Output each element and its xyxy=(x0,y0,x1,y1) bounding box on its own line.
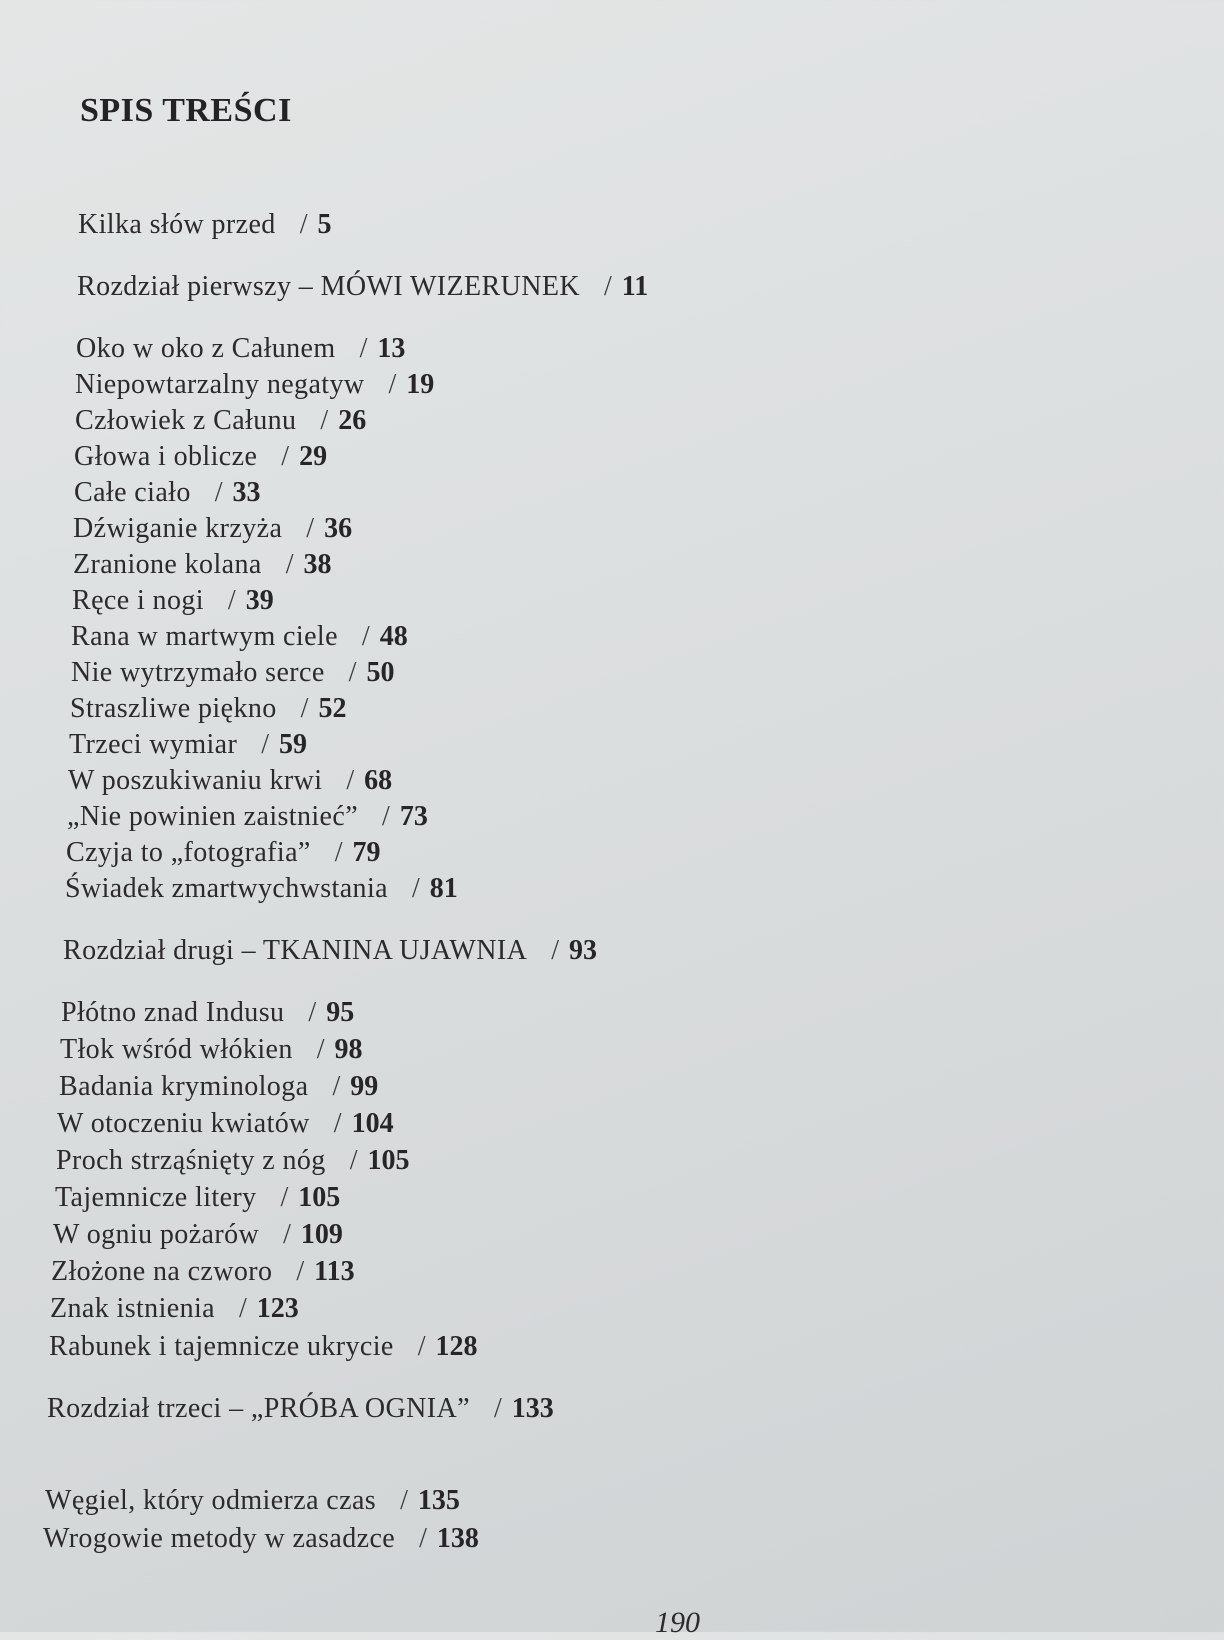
toc-separator: / xyxy=(333,1108,342,1139)
toc-entry-title: W ogniu pożarów xyxy=(53,1219,260,1250)
toc-entry-title: Dźwiganie krzyża xyxy=(73,513,283,544)
toc-separator: / xyxy=(382,801,390,832)
toc-page-number: 81 xyxy=(429,873,458,904)
toc-entry-title: Rabunek i tajemnicze ukrycie xyxy=(49,1331,394,1362)
toc-separator: / xyxy=(332,1071,341,1102)
toc-entry xyxy=(59,1070,378,1104)
toc-page-number: 113 xyxy=(314,1256,355,1287)
toc-entry-title: Całe ciało xyxy=(74,477,191,508)
toc-separator: / xyxy=(349,1145,358,1176)
toc-entry-title: Zranione kolana xyxy=(73,549,262,580)
toc-entry xyxy=(69,728,307,762)
toc-page-number: 73 xyxy=(399,801,428,832)
toc-entry xyxy=(68,764,392,798)
toc-entry-title: Niepowtarzalny negatyw xyxy=(75,369,365,400)
page-number-folio: 190 xyxy=(655,1606,700,1639)
toc-entry xyxy=(71,620,408,654)
toc-separator: / xyxy=(361,621,370,652)
toc-page-number: 99 xyxy=(350,1071,379,1102)
toc-entry-title: Proch strząśnięty z nóg xyxy=(56,1145,326,1176)
toc-page-number: 95 xyxy=(326,997,355,1028)
toc-entry xyxy=(45,1484,460,1518)
toc-page-number: 39 xyxy=(245,585,274,616)
toc-entry xyxy=(71,656,394,690)
toc-separator: / xyxy=(283,1219,291,1250)
toc-separator: / xyxy=(419,1523,427,1554)
toc-entry xyxy=(57,1107,394,1141)
toc-separator: / xyxy=(400,1485,408,1516)
toc-separator: / xyxy=(346,765,355,796)
toc-entry xyxy=(67,800,428,834)
toc-entry xyxy=(49,1330,478,1364)
toc-entry xyxy=(50,1292,299,1326)
toc-page-number: 133 xyxy=(511,1393,554,1424)
toc-separator: / xyxy=(320,405,329,436)
toc-entry-title: Świadek zmartwychwstania xyxy=(65,873,388,904)
toc-entry xyxy=(51,1255,355,1289)
toc-entry xyxy=(55,1181,340,1215)
toc-page-number: 59 xyxy=(279,729,308,760)
toc-entry-title: Kilka słów przed xyxy=(78,209,276,240)
toc-entry-title: Oko w oko z Całunem xyxy=(76,333,336,364)
toc-separator: / xyxy=(359,333,368,364)
toc-separator: / xyxy=(603,271,612,302)
toc-entry-title: Wrogowie metody w zasadzce xyxy=(43,1523,396,1554)
toc-entry-title: Głowa i oblicze xyxy=(74,441,258,472)
toc-entry-title: Czyja to „fotografia” xyxy=(66,837,311,868)
toc-page-number: 50 xyxy=(366,657,395,688)
toc-entry-title: Tłok wśród włókien xyxy=(60,1034,293,1065)
toc-separator: / xyxy=(388,369,397,400)
toc-page-number: 98 xyxy=(334,1034,363,1065)
toc-page-number: 11 xyxy=(621,271,649,302)
toc-separator: / xyxy=(348,657,357,688)
toc-separator: / xyxy=(261,729,270,760)
toc-page-number: 104 xyxy=(351,1108,394,1139)
toc-entry-title: Tajemnicze litery xyxy=(55,1182,257,1213)
page-title: SPIS TREŚCI xyxy=(80,92,292,129)
toc-page-number: 123 xyxy=(256,1293,299,1324)
toc-page-number: 105 xyxy=(367,1145,410,1176)
toc-entry xyxy=(75,368,434,402)
toc-separator: / xyxy=(334,837,343,868)
toc-entry-title: Rozdział pierwszy – MÓWI WIZERUNEK xyxy=(77,271,580,302)
toc-entry-title: Znak istnienia xyxy=(50,1293,216,1324)
toc-page-number: 5 xyxy=(317,209,332,240)
toc-separator: / xyxy=(417,1331,426,1362)
toc-page-number: 48 xyxy=(379,621,408,652)
toc-separator: / xyxy=(308,997,317,1028)
toc-separator: / xyxy=(214,477,223,508)
toc-entry-title: W otoczeniu kwiatów xyxy=(57,1108,310,1139)
toc-entry xyxy=(66,836,381,870)
toc-entry-title: Nie wytrzymało serce xyxy=(71,657,325,688)
toc-entry-title: Rozdział drugi – TKANINA UJAWNIA xyxy=(63,935,528,966)
toc-entry-title: Trzeci wymiar xyxy=(69,729,238,760)
toc-entry-title: Węgiel, który odmierza czas xyxy=(45,1485,377,1516)
toc-page-number: 128 xyxy=(435,1331,478,1362)
toc-entry-title: Rana w martwym ciele xyxy=(71,621,338,652)
toc-entry xyxy=(74,440,327,474)
toc-entry xyxy=(78,208,331,242)
toc-page-number: 135 xyxy=(417,1485,460,1516)
toc-page-number: 68 xyxy=(364,765,393,796)
toc-page-number: 93 xyxy=(568,935,597,966)
toc-page-number: 79 xyxy=(352,837,381,868)
toc-entry-title: Człowiek z Całunu xyxy=(75,405,297,436)
toc-separator: / xyxy=(316,1034,325,1065)
toc-page-number: 36 xyxy=(324,513,353,544)
toc-entry xyxy=(65,872,458,906)
toc-entry-title: „Nie powinien zaistnieć” xyxy=(67,801,359,832)
toc-entry xyxy=(73,512,352,546)
toc-chapter-heading xyxy=(63,934,597,968)
toc-separator: / xyxy=(239,1293,247,1324)
toc-separator: / xyxy=(227,585,236,616)
toc-entry xyxy=(53,1218,343,1252)
toc-page-number: 138 xyxy=(436,1523,479,1554)
toc-separator: / xyxy=(296,1256,305,1287)
toc-page-number: 52 xyxy=(318,693,347,724)
toc-entry xyxy=(60,1033,363,1067)
toc-entry-title: Płótno znad Indusu xyxy=(61,997,285,1028)
toc-chapter-heading xyxy=(47,1392,554,1426)
toc-separator: / xyxy=(280,1182,289,1213)
toc-separator: / xyxy=(411,873,420,904)
toc-entry xyxy=(61,996,354,1030)
toc-entry xyxy=(73,548,331,582)
toc-entry xyxy=(70,692,346,726)
toc-entry-title: Rozdział trzeci – „PRÓBA OGNIA” xyxy=(47,1393,470,1424)
toc-page-number: 109 xyxy=(300,1219,343,1250)
toc-separator: / xyxy=(306,513,315,544)
toc-separator: / xyxy=(493,1393,502,1424)
toc-entry-title: Badania kryminologa xyxy=(59,1071,309,1102)
toc-entry xyxy=(72,584,274,618)
toc-page-number: 105 xyxy=(298,1182,341,1213)
toc-page-number: 19 xyxy=(406,369,435,400)
toc-page-number: 13 xyxy=(377,333,406,364)
toc-entry-title: Złożone na czworo xyxy=(51,1256,273,1287)
toc-entry xyxy=(56,1144,409,1178)
toc-page-number: 33 xyxy=(232,477,261,508)
toc-page-number: 29 xyxy=(299,441,328,472)
toc-separator: / xyxy=(300,693,309,724)
toc-entry xyxy=(76,332,405,366)
toc-separator: / xyxy=(285,549,294,580)
toc-page-number: 38 xyxy=(303,549,332,580)
toc-entry xyxy=(75,404,366,438)
toc-entry xyxy=(43,1522,479,1556)
toc-entry-title: Ręce i nogi xyxy=(72,585,204,616)
toc-entry-title: Straszliwe piękno xyxy=(70,693,277,724)
toc-separator: / xyxy=(299,209,308,240)
toc-separator: / xyxy=(281,441,290,472)
toc-page-number: 26 xyxy=(338,405,367,436)
toc-entry xyxy=(74,476,261,510)
toc-chapter-heading xyxy=(77,270,648,304)
toc-separator: / xyxy=(551,935,559,966)
toc-entry-title: W poszukiwaniu krwi xyxy=(68,765,323,796)
